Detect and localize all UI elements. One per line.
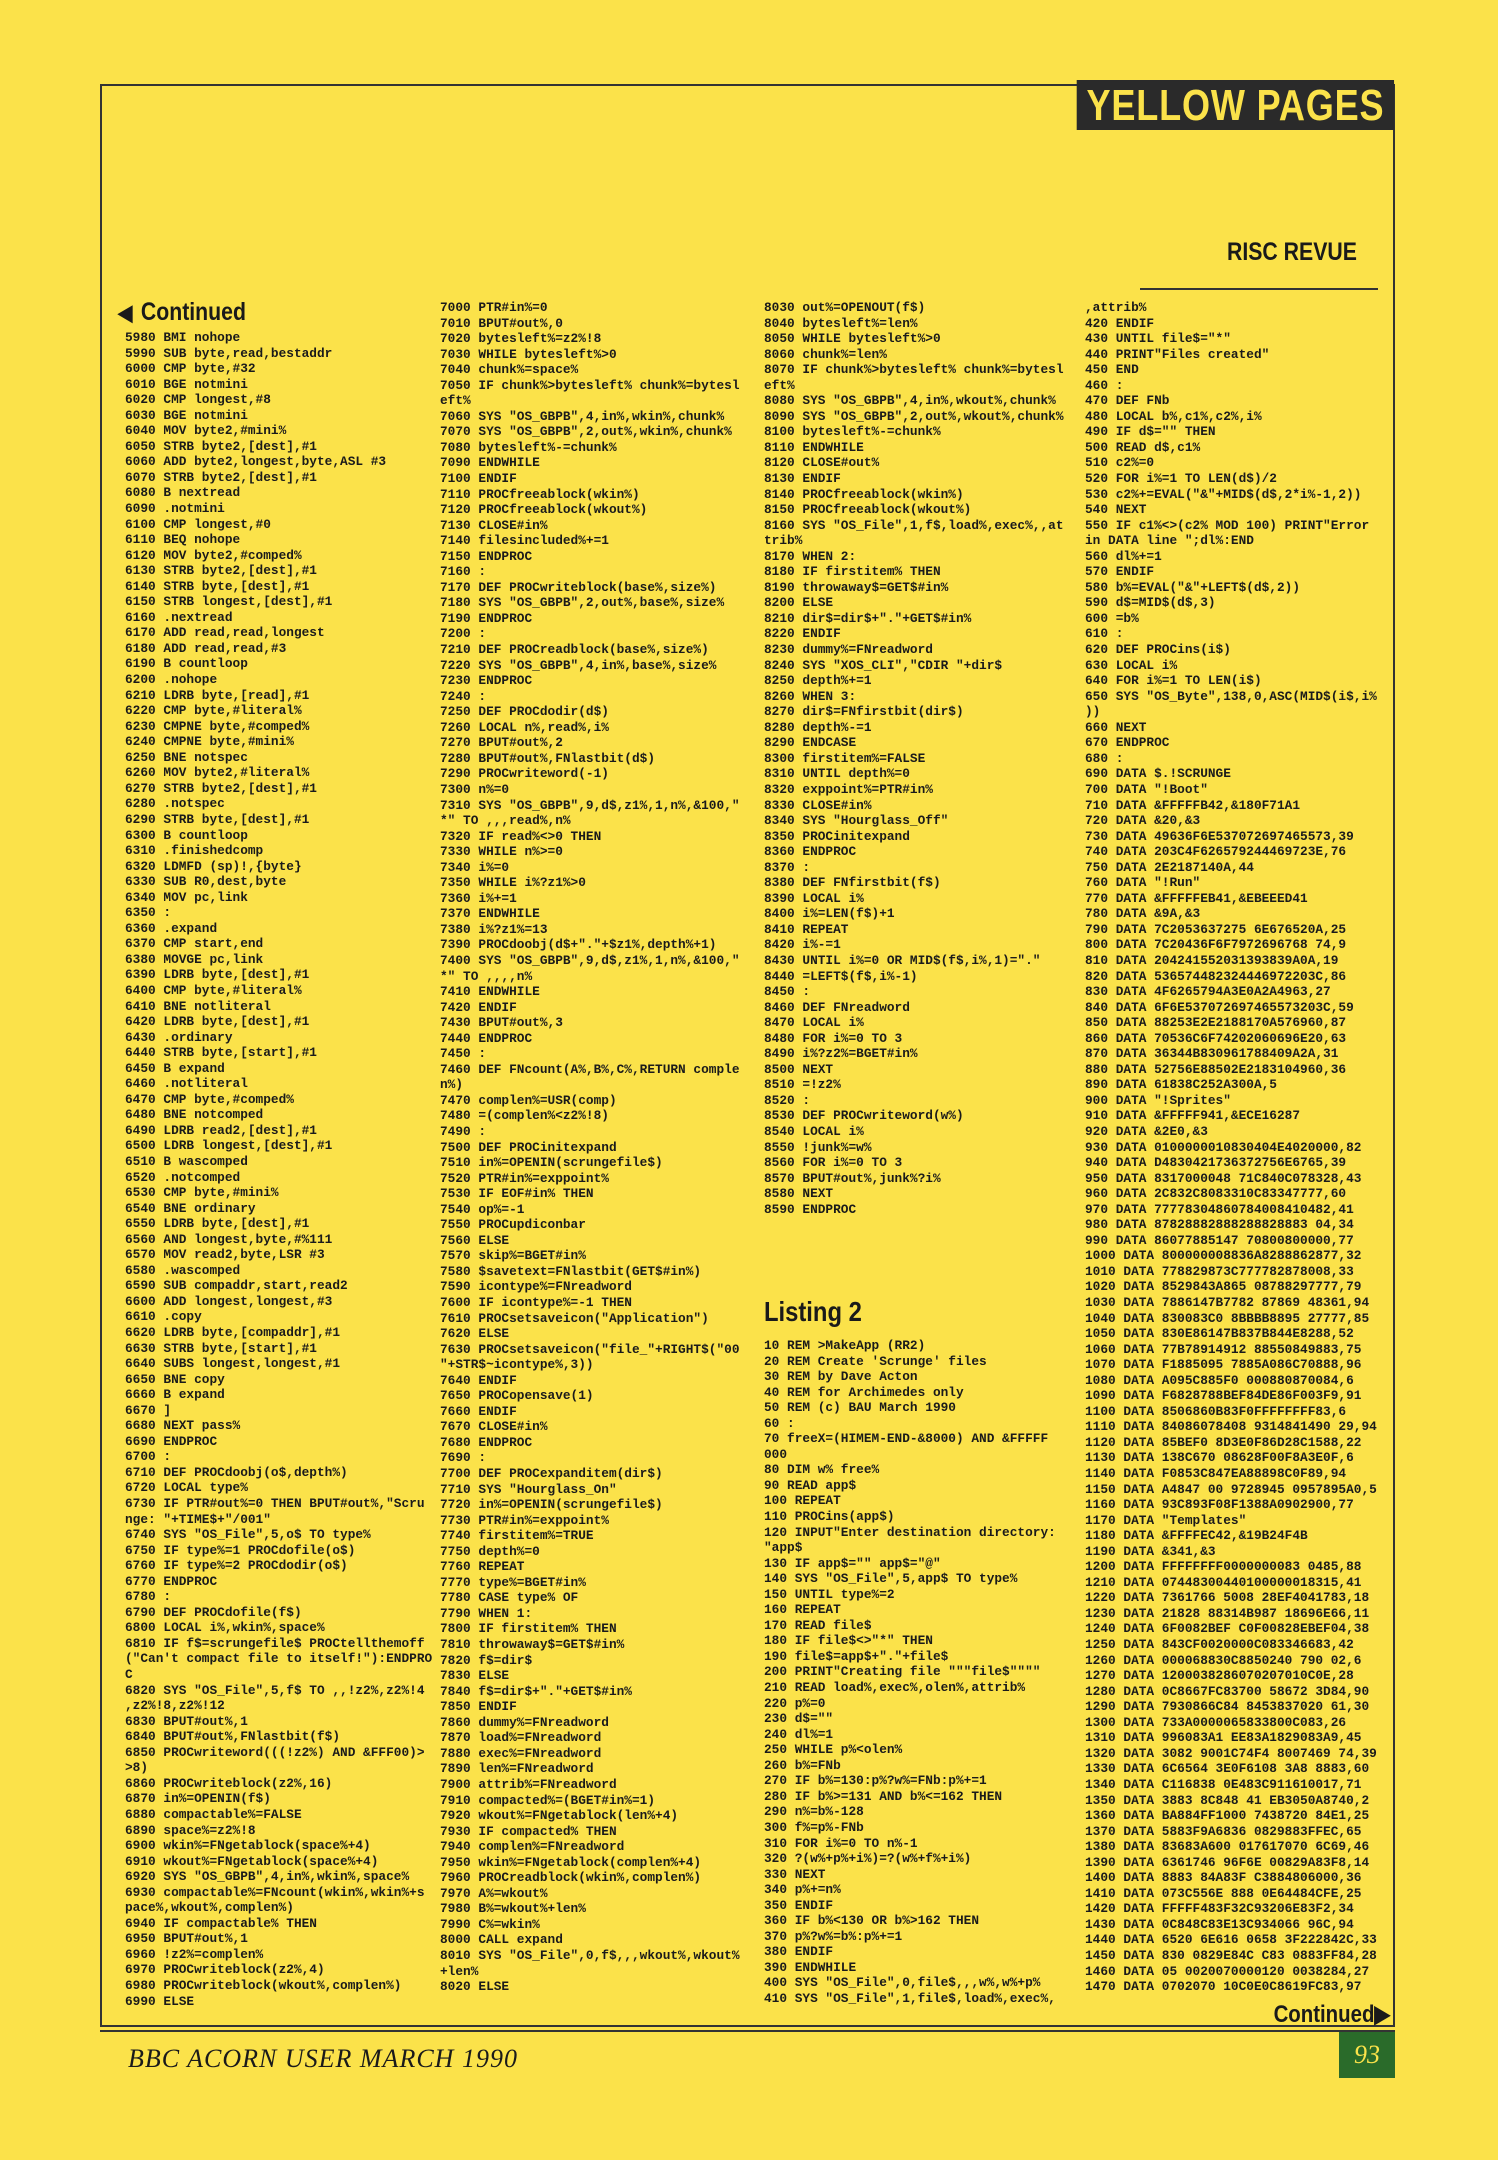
footer-rule <box>100 2030 1395 2032</box>
section-title-banner: YELLOW PAGES <box>1076 80 1394 130</box>
listing-column-2: 7000 PTR#in%=0 7010 BPUT#out%,0 7020 bytesleft%=z2%!8 7030 WHILE bytesleft%>0 7040 chunk%=space% 7050 IF chunk%>bytesleft% chunk%=bytesl eft% 7060 SYS "OS_GBPB",4,in%,wkin%,chunk% 7070 SYS "OS_GBPB",2,out%,wkin%,chunk% 7080 bytesleft%-=chunk% 7090 ENDWHILE 7100 ENDIF 7110 PROCfreeablock(wkin%) 7120 PROCfreeablock(wkout%) 7130 CLOSE#in% 7140 filesincluded%+=1 7150 ENDPROC 7160 : 7170 DEF PROCwriteblock(base%,size%) 7180 SYS "OS_GBPB",2,out%,base%,size% 7190 ENDPROC 7200 : 7210 DEF PROCreadblock(base%,size%) 7220 SYS "OS_GBPB",4,in%,base%,size% 7230 ENDPROC 7240 : 7250 DEF PROCdodir(d$) 7260 LOCAL n%,read%,i% 7270 BPUT#out%,2 7280 BPUT#out%,FNlastbit(d$) 7290 PROCwriteword(-1) 7300 n%=0 7310 SYS "OS_GBPB",9,d$,z1%,1,n%,&100," *" TO ,,,read%,n% 7320 IF read%<>0 THEN 7330 WHILE n%>=0 7340 i%=0 7350 WHILE i%?z1%>0 7360 i%+=1 7370 ENDWHILE 7380 i%?z1%=13 7390 PROCdoobj(d$+"."+$z1%,depth%+1) 7400 SYS "OS_GBPB",9,d$,z1%,1,n%,&100," *" TO ,,,,n% 7410 ENDWHILE 7420 ENDIF 7430 BPUT#out%,3 7440 ENDPROC 7450 : 7460 DEF FNcount(A%,B%,C%,RETURN comple n%) 7470 complen%=USR(comp) 7480 =(complen%<z2%!8) 7490 : 7500 DEF PROCinitexpand 7510 in%=OPENIN(scrungefile$) 7520 PTR#in%=exppoint% 7530 IF EOF#in% THEN 7540 op%=-1 7550 PROCupdiconbar 7560 ELSE 7570 skip%=BGET#in% 7580 $savetext=FNlastbit(GET$#in%) 7590 icontype%=FNreadword 7600 IF icontype%=-1 THEN 7610 PROCsetsaveicon("Application") 7620 ELSE 7630 PROCsetsaveicon("file_"+RIGHT$("00 "+STR$~icontype%,3)) 7640 ENDIF 7650 PROCopensave(1) 7660 ENDIF 7670 CLOSE#in% 7680 ENDPROC 7690 : 7700 DEF PROCexpanditem(dir$) 7710 SYS "Hourglass_On" 7720 in%=OPENIN(scrungefile$) 7730 PTR#in%=exppoint% 7740 firstitem%=TRUE 7750 depth%=0 7760 REPEAT 7770 type%=BGET#in% 7780 CASE type% OF 7790 WHEN 1: 7800 IF firstitem% THEN 7810 throwaway$=GET$#in% 7820 f$=dir$ 7830 ELSE 7840 f$=dir$+"."+GET$#in% 7850 ENDIF 7860 dummy%=FNreadword 7870 load%=FNreadword 7880 exec%=FNreadword 7890 len%=FNreadword 7900 attrib%=FNreadword 7910 compacted%=(BGET#in%=1) 7920 wkout%=FNgetablock(len%+4) 7930 IF compacted% THEN 7940 complen%=FNreadword 7950 wkin%=FNgetablock(complen%+4) 7960 PROCreadblock(wkin%,complen%) 7970 A%=wkout% 7980 B%=wkout%+len% 7990 C%=wkin% 8000 CALL expand 8010 SYS "OS_File",0,f$,,,wkout%,wkout% +len% 8020 ELSE <box>440 300 740 1995</box>
listing-column-3: 8030 out%=OPENOUT(f$) 8040 bytesleft%=len% 8050 WHILE bytesleft%>0 8060 chunk%=len% 8070 IF chunk%>bytesleft% chunk%=bytesl eft% 8080 SYS "OS_GBPB",4,in%,wkout%,chunk% 8090 SYS "OS_GBPB",2,out%,wkout%,chunk% 8100 bytesleft%-=chunk% 8110 ENDWHILE 8120 CLOSE#out% 8130 ENDIF 8140 PROCfreeablock(wkin%) 8150 PROCfreeablock(wkout%) 8160 SYS "OS_File",1,f$,load%,exec%,,at trib% 8170 WHEN 2: 8180 IF firstitem% THEN 8190 throwaway$=GET$#in% 8200 ELSE 8210 dir$=dir$+"."+GET$#in% 8220 ENDIF 8230 dummy%=FNreadword 8240 SYS "XOS_CLI","CDIR "+dir$ 8250 depth%+=1 8260 WHEN 3: 8270 dir$=FNfirstbit(dir$) 8280 depth%-=1 8290 ENDCASE 8300 firstitem%=FALSE 8310 UNTIL depth%=0 8320 exppoint%=PTR#in% 8330 CLOSE#in% 8340 SYS "Hourglass_Off" 8350 PROCinitexpand 8360 ENDPROC 8370 : 8380 DEF FNfirstbit(f$) 8390 LOCAL i% 8400 i%=LEN(f$)+1 8410 REPEAT 8420 i%-=1 8430 UNTIL i%=0 OR MID$(f$,i%,1)="." 8440 =LEFT$(f$,i%-1) 8450 : 8460 DEF FNreadword 8470 LOCAL i% 8480 FOR i%=0 TO 3 8490 i%?z2%=BGET#in% 8500 NEXT 8510 =!z2% 8520 : 8530 DEF PROCwriteword(w%) 8540 LOCAL i% 8550 !junk%=w% 8560 FOR i%=0 TO 3 8570 BPUT#out%,junk%?i% 8580 NEXT 8590 ENDPROC <box>764 300 1064 1217</box>
left-arrow-icon: ◀ <box>118 300 133 325</box>
continued-footer <box>1273 2000 1390 2029</box>
listing-2-heading: Listing 2 <box>764 1296 862 1327</box>
listing-column-1: 5980 BMI nohope 5990 SUB byte,read,bestaddr 6000 CMP byte,#32 6010 BGE notmini 6020 CMP longest,#8 6030 BGE notmini 6040 MOV byte2,#mini% 6050 STRB byte2,[dest],#1 6060 ADD byte2,longest,byte,ASL #3 6070 STRB byte2,[dest],#1 6080 B nextread 6090 .notmini 6100 CMP longest,#0 6110 BEQ nohope 6120 MOV byte2,#comped% 6130 STRB byte2,[dest],#1 6140 STRB byte,[dest],#1 6150 STRB longest,[dest],#1 6160 .nextread 6170 ADD read,read,longest 6180 ADD read,read,#3 6190 B countloop 6200 .nohope 6210 LDRB byte,[read],#1 6220 CMP byte,#literal% 6230 CMPNE byte,#comped% 6240 CMPNE byte,#mini% 6250 BNE notspec 6260 MOV byte2,#literal% 6270 STRB byte2,[dest],#1 6280 .notspec 6290 STRB byte,[dest],#1 6300 B countloop 6310 .finishedcomp 6320 LDMFD (sp)!,{byte} 6330 SUB R0,dest,byte 6340 MOV pc,link 6350 : 6360 .expand 6370 CMP start,end 6380 MOVGE pc,link 6390 LDRB byte,[dest],#1 6400 CMP byte,#literal% 6410 BNE notliteral 6420 LDRB byte,[dest],#1 6430 .ordinary 6440 STRB byte,[start],#1 6450 B expand 6460 .notliteral 6470 CMP byte,#comped% 6480 BNE notcomped 6490 LDRB read2,[dest],#1 6500 LDRB longest,[dest],#1 6510 B wascomped 6520 .notcomped 6530 CMP byte,#mini% 6540 BNE ordinary 6550 LDRB byte,[dest],#1 6560 AND longest,byte,#%111 6570 MOV read2,byte,LSR #3 6580 .wascomped 6590 SUB compaddr,start,read2 6600 ADD longest,longest,#3 6610 .copy 6620 LDRB byte,[compaddr],#1 6630 STRB byte,[start],#1 6640 SUBS longest,longest,#1 6650 BNE copy 6660 B expand 6670 ] 6680 NEXT pass% 6690 ENDPROC 6700 : 6710 DEF PROCdoobj(o$,depth%) 6720 LOCAL type% 6730 IF PTR#out%=0 THEN BPUT#out%,"Scru nge: "+TIME$+"/001" 6740 SYS "OS_File",5,o$ TO type% 6750 IF type%=1 PROCdofile(o$) 6760 IF type%=2 PROCdodir(o$) 6770 ENDPROC 6780 : 6790 DEF PROCdofile(f$) 6800 LOCAL i%,wkin%,space% 6810 IF f$=scrungefile$ PROCtellthemoff ("Can't compact file to itself!"):ENDPRO C 6820 SYS "OS_File",5,f$ TO ,,!z2%,z2%!4 ,z2%!8,z2%!12 6830 BPUT#out%,1 6840 BPUT#out%,FNlastbit(f$) 6850 PROCwriteword(((!z2%) AND &FFF00)> >8) 6860 PROCwriteblock(z2%,16) 6870 in%=OPENIN(f$) 6880 compactable%=FALSE 6890 space%=z2%!8 6900 wkin%=FNgetablock(space%+4) 6910 wkout%=FNgetablock(space%+4) 6920 SYS "OS_GBPB",4,in%,wkin%,space% 6930 compactable%=FNcount(wkin%,wkin%+s pace%,wkout%,complen%) 6940 IF compactable% THEN 6950 BPUT#out%,1 6960 !z2%=complen% 6970 PROCwriteblock(z2%,4) 6980 PROCwriteblock(wkout%,complen%) 6990 ELSE <box>125 330 433 2009</box>
right-arrow-icon: ▶ <box>1374 2001 1390 2028</box>
column-title-rule <box>1140 288 1378 290</box>
column-title: RISC REVUE <box>1227 238 1358 266</box>
continued-heading-label: Continued <box>140 298 246 326</box>
listing-2-column: 10 REM >MakeApp (RR2) 20 REM Create 'Scrunge' files 30 REM by Dave Acton 40 REM for Archimedes only 50 REM (c) BAU March 1990 60 : 70 freeX=(HIMEM-END-&8000) AND &FFFFF 000 80 DIM w% free% 90 READ app$ 100 REPEAT 110 PROCins(app$) 120 INPUT"Enter destination directory: "app$ 130 IF app$="" app$="@" 140 SYS "OS_File",5,app$ TO type% 150 UNTIL type%=2 160 REPEAT 170 READ file$ 180 IF file$<>"*" THEN 190 file$=app$+"."+file$ 200 PRINT"Creating file """file$"""" 210 READ load%,exec%,olen%,attrib% 220 p%=0 230 d$="" 240 dl%=1 250 WHILE p%<olen% 260 b%=FNb 270 IF b%=130:p%?w%=FNb:p%+=1 280 IF b%>=131 AND b%<=162 THEN 290 n%=b%-128 300 f%=p%-FNb 310 FOR i%=0 TO n%-1 320 ?(w%+p%+i%)=?(w%+f%+i%) 330 NEXT 340 p%+=n% 350 ENDIF 360 IF b%<130 OR b%>162 THEN 370 p%?w%=b%:p%+=1 380 ENDIF 390 ENDWHILE 400 SYS "OS_File",0,file$,,,w%,w%+p% 410 SYS "OS_File",1,file$,load%,exec%, <box>764 1338 1056 2006</box>
continued-footer-label: Continued <box>1273 2001 1375 2028</box>
page-number: 93 <box>1339 2032 1395 2078</box>
continued-heading <box>118 298 246 327</box>
listing-column-4: ,attrib% 420 ENDIF 430 UNTIL file$="*" 440 PRINT"Files created" 450 END 460 : 470 DEF FNb 480 LOCAL b%,c1%,c2%,i% 490 IF d$="" THEN 500 READ d$,c1% 510 c2%=0 520 FOR i%=1 TO LEN(d$)/2 530 c2%+=EVAL("&"+MID$(d$,2*i%-1,2)) 540 NEXT 550 IF c1%<>(c2% MOD 100) PRINT"Error in DATA line ";dl%:END 560 dl%+=1 570 ENDIF 580 b%=EVAL("&"+LEFT$(d$,2)) 590 d$=MID$(d$,3) 600 =b% 610 : 620 DEF PROCins(i$) 630 LOCAL i% 640 FOR i%=1 TO LEN(i$) 650 SYS "OS_Byte",138,0,ASC(MID$(i$,i% )) 660 NEXT 670 ENDPROC 680 : 690 DATA $.!SCRUNGE 700 DATA "!Boot" 710 DATA &FFFFFB42,&180F71A1 720 DATA &20,&3 730 DATA 49636F6E537072697465573,39 740 DATA 203C4F626579244469723E,76 750 DATA 2E2187140A,44 760 DATA "!Run" 770 DATA &FFFFFEB41,&EBEEED41 780 DATA &9A,&3 790 DATA 7C2053637275 6E676520A,25 800 DATA 7C20436F6F7972696768 74,9 810 DATA 204241552031393839A0A,19 820 DATA 536574482324446972203C,86 830 DATA 4F6265794A3E0A2A4963,27 840 DATA 6F6E537072697465573203C,59 850 DATA 88253E2E2188170A576960,87 860 DATA 70536C6F74202060696E20,63 870 DATA 36344B830961788409A2A,31 880 DATA 52756E88502E2183104960,36 890 DATA 61838C252A300A,5 900 DATA "!Sprites" 910 DATA &FFFFF941,&ECE16287 920 DATA &2E0,&3 930 DATA 0100000010830404E4020000,82 940 DATA D4830421736372756E6765,39 950 DATA 8317000048 71C840C078328,43 960 DATA 2C832C8083310C83347777,60 970 DATA 77778304860784008410482,41 980 DATA 87828882888288828883 04,34 990 DATA 86077885147 70800800000,77 1000 DATA 800000008836A8288862877,32 1010 DATA 778829873C777782878008,33 1020 DATA 8529843A865 08788297777,79 1030 DATA 7886147B7782 87869 48361,94 1040 DATA 830083C0 8BBBB8895 27777,85 1050 DATA 830E86147B837B844E8288,52 1060 DATA 77B78914912 88550849883,75 1070 DATA F1885095 7885A086C70888,96 1080 DATA A095C885F0 000880870084,6 1090 DATA F6828788BEF84DE86F003F9,91 1100 DATA 8506860B83F0FFFFFFFF83,6 1110 DATA 84086078408 9314841490 29,94 1120 DATA 85BEF0 8D3E0F86D28C1588,22 1130 DATA 138C670 08628F00F8A3E0F,6 1140 DATA F0853C847EA88898C0F89,94 1150 DATA A4847 00 9728945 0957895A0,5 1160 DATA 93C893F08F1388A0902900,77 1170 DATA "Templates" 1180 DATA &FFFFEC42,&19B24F4B 1190 DATA &341,&3 1200 DATA FFFFFFFF0000000083 0485,88 1210 DATA 07448300440100000018315,41 1220 DATA 7361766 5008 28EF4041783,18 1230 DATA 21828 88314B987 18696E66,11 1240 DATA 6F0082BEF C0F00828EBEF04,38 1250 DATA 843CF0020000C083346683,42 1260 DATA 000068830C8850240 790 02,6 1270 DATA 1200038286070207010C0E,28 1280 DATA 0C8667FC83700 58672 3D84,90 1290 DATA 7930866C84 8453837020 61,30 1300 DATA 733A0000065833800C083,26 1310 DATA 996083A1 EE83A1829083A9,45 1320 DATA 3082 9001C74F4 8007469 74,39 1330 DATA 6C6564 3E0F6108 3A8 8883,60 1340 DATA C116838 0E483C911610017,71 1350 DATA 3883 8C848 41 EB3050A8740,2 1360 DATA BA884FF1000 7438720 84E1,25 1370 DATA 5883F9A6836 0829883FFEC,65 1380 DATA 83683A600 017617070 6C69,46 1390 DATA 6361746 96F6E 00829A83F8,14 1400 DATA 8883 84A83F C3884806000,36 1410 DATA 073C556E 888 0E64484CFE,25 1420 DATA FFFFF483F32C93206E83F2,34 1430 DATA 0C848C83E13C934066 96C,94 1440 DATA 6520 6E616 0658 3F222842C,33 1450 DATA 830 0829E84C C83 0883FF84,28 1460 DATA 05 0020070000120 0038284,27 1470 DATA 0702070 10C0E0C8619FC83,97 <box>1085 300 1377 1995</box>
magazine-footer: BBC ACORN USER MARCH 1990 <box>128 2044 518 2073</box>
